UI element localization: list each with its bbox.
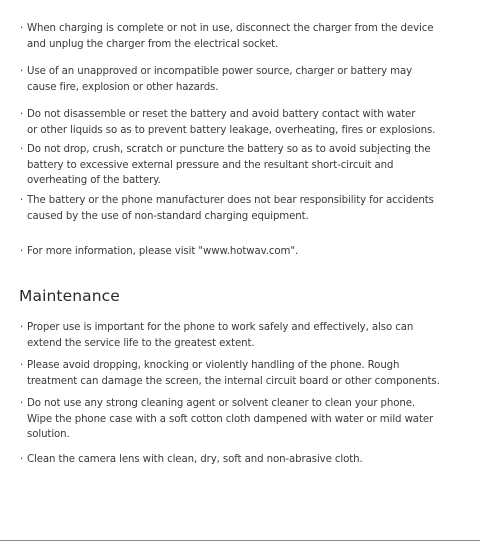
bullet-line: The battery or the phone manufacturer does not bear responsibility for accidents bbox=[27, 195, 434, 206]
bullet-line: Proper use is important for the phone to work safely and effectively, also can bbox=[27, 322, 414, 333]
bullet-line: When charging is complete or not in use, disconnect the charger from the device bbox=[27, 23, 434, 34]
bullet-line: overheating of the battery. bbox=[27, 175, 161, 186]
maintenance-bullet-cleaning-agent bbox=[20, 396, 465, 443]
safety-bullet-more-info bbox=[20, 244, 465, 260]
bullet-marker: · bbox=[20, 360, 24, 371]
bullet-line: Do not disassemble or reset the battery and avoid battery contact with water bbox=[27, 109, 416, 120]
bullet-marker: · bbox=[20, 322, 24, 333]
bullet-line: solution. bbox=[27, 429, 70, 440]
safety-bullet-disassemble bbox=[20, 107, 465, 138]
bullet-marker: · bbox=[20, 109, 24, 120]
safety-bullet-disconnect-charger bbox=[20, 21, 465, 52]
bullet-line: Wipe the phone case with a soft cotton cloth dampened with water or mild water bbox=[27, 413, 434, 425]
bullet-line: extend the service life to the greatest extent. bbox=[27, 337, 255, 349]
safety-bullet-unapproved-power bbox=[20, 64, 465, 95]
safety-bullet-manufacturer-responsibility bbox=[20, 193, 465, 224]
bullet-line: Clean the camera lens with clean, dry, soft and non-abrasive cloth. bbox=[27, 454, 363, 465]
bullet-marker: · bbox=[20, 454, 24, 465]
bullet-marker: · bbox=[20, 66, 24, 77]
bullet-line: or other liquids so as to prevent battery leakage, overheating, fires or explosions. bbox=[27, 124, 436, 136]
bullet-line: Please avoid dropping, knocking or violently handling of the phone. Rough bbox=[27, 360, 400, 371]
section-heading-maintenance: Maintenance bbox=[19, 287, 120, 305]
bullet-marker: · bbox=[20, 144, 24, 155]
maintenance-bullet-camera-lens bbox=[20, 452, 465, 468]
bullet-line: caused by the use of non-standard charging equipment. bbox=[27, 210, 309, 222]
bullet-marker: · bbox=[20, 195, 24, 206]
bullet-line: Do not drop, crush, scratch or puncture the battery so as to avoid subjecting the bbox=[27, 144, 431, 155]
bullet-marker: · bbox=[20, 246, 24, 257]
bullet-line: battery to excessive external pressure and the resultant short-circuit and bbox=[27, 159, 394, 171]
safety-bullet-drop-crush bbox=[20, 142, 465, 189]
bullet-line: Do not use any strong cleaning agent or solvent cleaner to clean your phone. bbox=[27, 398, 416, 409]
bottom-divider bbox=[0, 540, 480, 541]
bullet-line: cause fire, explosion or other hazards. bbox=[27, 81, 219, 93]
bullet-line: and unplug the charger from the electrical socket. bbox=[27, 38, 279, 50]
bullet-line: Use of an unapproved or incompatible power source, charger or battery may bbox=[27, 66, 413, 77]
maintenance-bullet-avoid-dropping bbox=[20, 358, 465, 389]
bullet-line: treatment can damage the screen, the internal circuit board or other components. bbox=[27, 375, 440, 387]
maintenance-bullet-proper-use bbox=[20, 320, 465, 351]
bullet-marker: · bbox=[20, 23, 24, 34]
bullet-marker: · bbox=[20, 398, 24, 409]
bullet-line: For more information, please visit "www.hotwav.com". bbox=[27, 246, 299, 257]
